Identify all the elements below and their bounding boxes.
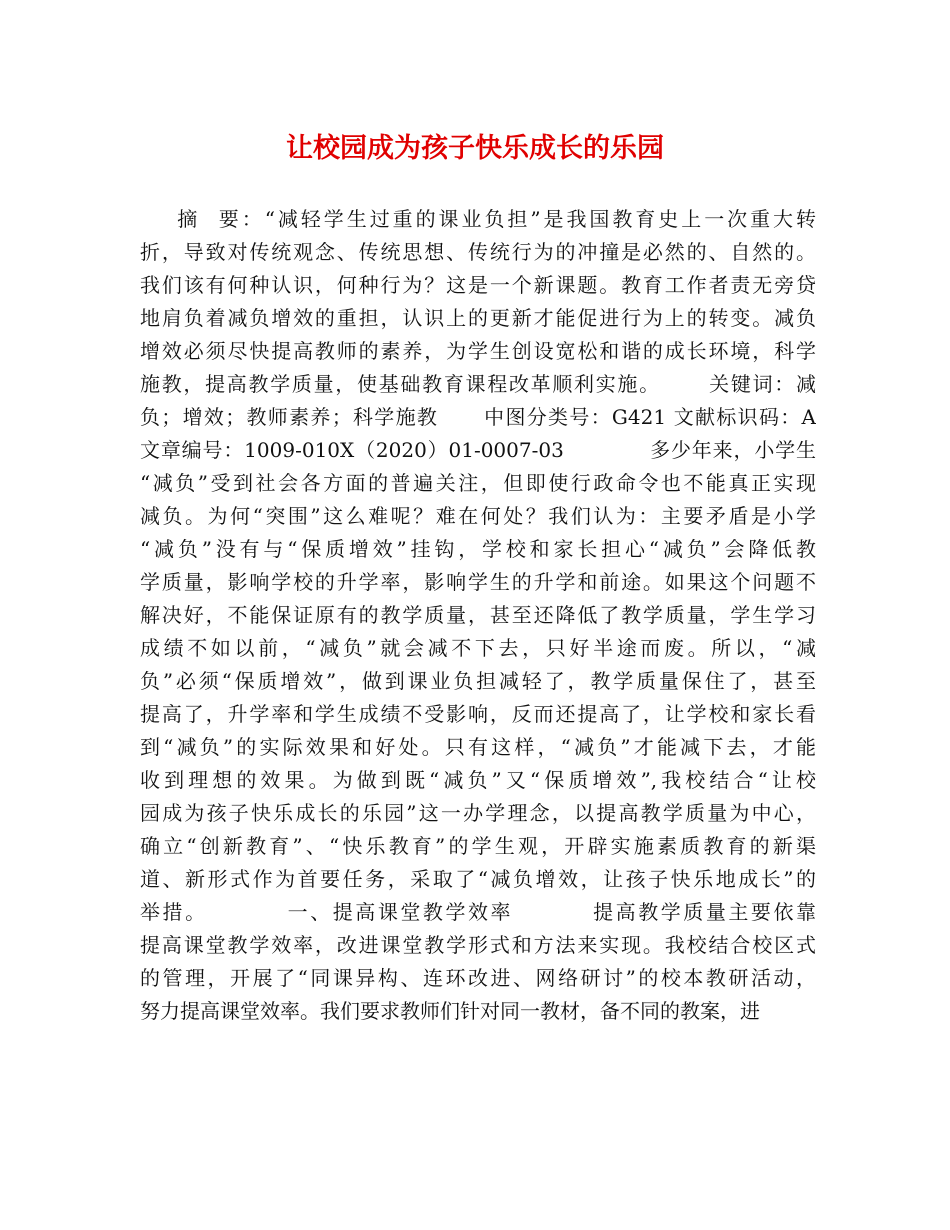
text-line: 负；增效；教师素养；科学施教 中图分类号：G421 文献标识码：A: [140, 405, 816, 429]
text-line: 解决好，不能保证原有的教学质量，甚至还降低了教学质量，学生学习: [140, 603, 816, 627]
text-line: 举措。 一、提高课堂教学效率 提高教学质量主要依靠: [140, 900, 816, 924]
text-line: 提高了，升学率和学生成绩不受影响，反而还提高了，让学校和家长看: [140, 702, 816, 726]
document-body: [140, 203, 816, 1028]
text-line: 地肩负着减负增效的重担，认识上的更新才能促进行为上的转变。减负: [140, 306, 816, 330]
text-line: 我们该有何种认识，何种行为？这是一个新课题。教育工作者责无旁贷: [140, 273, 816, 297]
text-line: 收到理想的效果。为做到既“减负”又“保质增效”,我校结合“让校: [140, 768, 816, 792]
text-line: 折，导致对传统观念、传统思想、传统行为的冲撞是必然的、自然的。: [140, 240, 816, 264]
text-line: 成绩不如以前，“减负”就会减不下去，只好半途而废。所以，“减: [140, 636, 816, 660]
text-line: 施教，提高教学质量，使基础教育课程改革顺利实施。 关键词：减: [140, 372, 816, 396]
text-line: 努力提高课堂效率。我们要求教师们针对同一教材，备不同的教案，进: [140, 999, 760, 1023]
document-title: 让校园成为孩子快乐成长的乐园: [286, 133, 664, 164]
text-line: 学质量，影响学校的升学率，影响学生的升学和前途。如果这个问题不: [140, 570, 816, 594]
text-line: 道、新形式作为首要任务，采取了“减负增效，让孩子快乐地成长”的: [140, 867, 816, 891]
text-line: “减负”没有与“保质增效”挂钩，学校和家长担心“减负”会降低教: [140, 537, 816, 561]
text-line: 增效必须尽快提高教师的素养，为学生创设宽松和谐的成长环境，科学: [140, 339, 816, 363]
text-line: 园成为孩子快乐成长的乐园”这一办学理念，以提高教学质量为中心，: [140, 801, 816, 825]
text-line: 提高课堂教学效率，改进课堂教学形式和方法来实现。我校结合校区式: [140, 933, 816, 957]
text-line: 负”必须“保质增效”，做到课业负担减轻了，教学质量保住了，甚至: [140, 669, 816, 693]
text-line: 确立“创新教育”、“快乐教育”的学生观，开辟实施素质教育的新渠: [140, 834, 816, 858]
text-line: “减负”受到社会各方面的普遍关注，但即使行政命令也不能真正实现: [140, 471, 816, 495]
text-line: 到“减负”的实际效果和好处。只有这样，“减负”才能减下去，才能: [140, 735, 816, 759]
text-line: 文章编号：1009-010X（2020）01-0007-03 多少年来，小学生: [140, 438, 816, 462]
text-line: 的管理，开展了“同课异构、连环改进、网络研讨”的校本教研活动，: [140, 966, 816, 990]
text-line: 摘 要：“减轻学生过重的课业负担”是我国教育史上一次重大转: [140, 207, 816, 231]
text-line: 减负。为何“突围”这么难呢？难在何处？我们认为：主要矛盾是小学: [140, 504, 816, 528]
